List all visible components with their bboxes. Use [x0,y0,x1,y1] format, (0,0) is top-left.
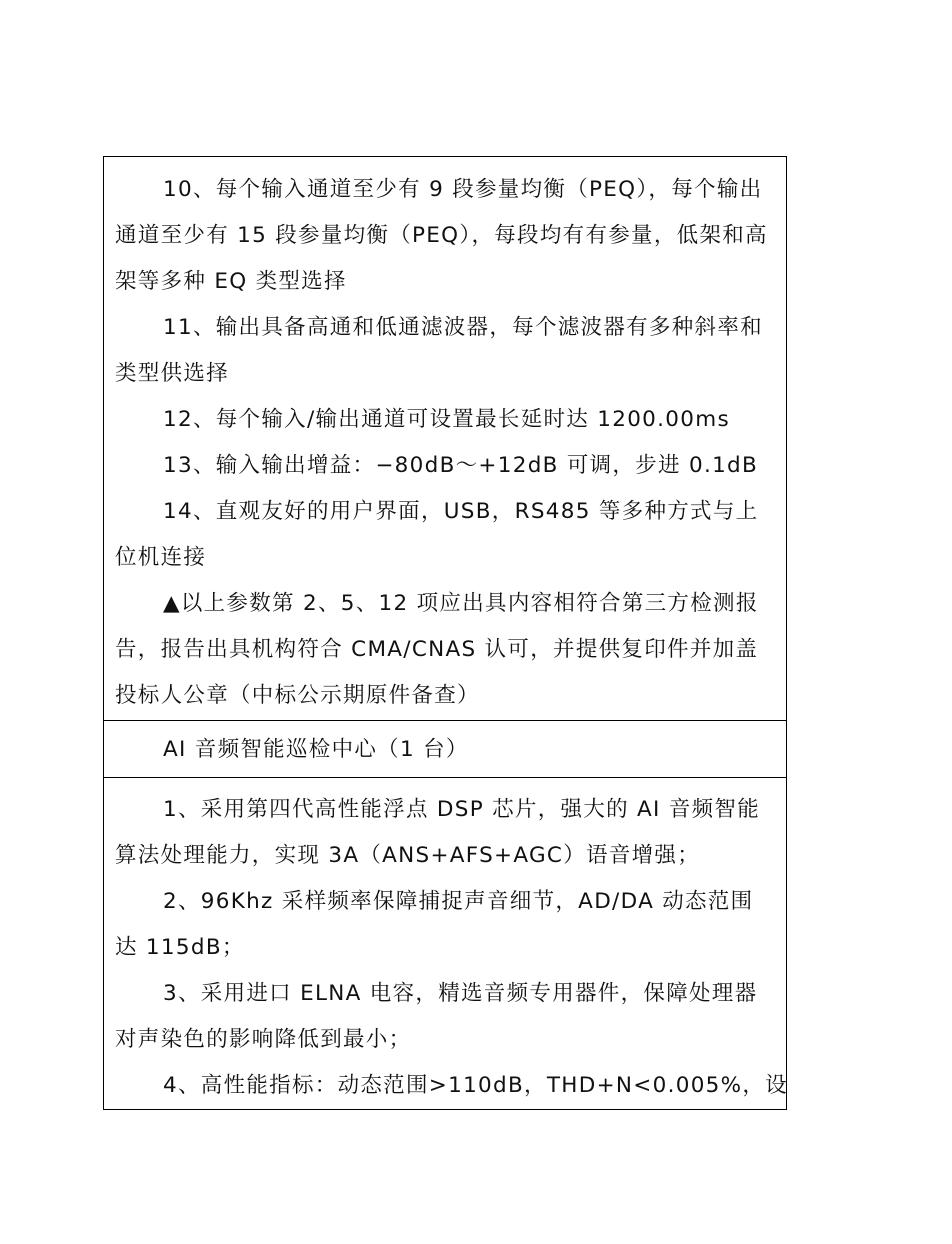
spec-note-test-report: ▲以上参数第 2、5、12 项应出具内容相符合第三方检测报告，报告出具机构符合 CMA/CNAS 认可，并提供复印件并加盖投标人公章（中标公示期原件备查） [115,591,759,708]
spec-item-4-performance: 4、高性能指标：动态范围>110dB，THD+N<0.005%，设 [163,1073,788,1098]
spec-item-2-sampling: 2、96Khz 采样频率保障捕捉声音细节，AD/DA 动态范围达 115dB； [115,889,754,960]
spec-cell-ai-inspection [104,778,787,1110]
spec-item-10-peq: 10、每个输入通道至少有 9 段参量均衡（PEQ），每个输出通道至少有 15 段参量均衡（PEQ），每段均有有参量，低架和高架等多种 EQ 类型选择 [115,177,768,294]
table-row [104,778,787,1110]
spec-item-3-capacitor: 3、采用进口 ELNA 电容，精选音频专用器件，保障处理器对声染色的影响降低到最小； [115,981,758,1052]
spec-item-11-filters: 11、输出具备高通和低通滤波器，每个滤波器有多种斜率和类型供选择 [115,315,763,386]
spec-item-13-gain: 13、输入输出增益：−80dB～+12dB 可调，步进 0.1dB [163,453,759,478]
table-row [104,721,787,778]
spec-table [103,156,787,1110]
table-row [104,157,787,721]
spec-item-12-delay: 12、每个输入/输出通道可设置最长延时达 1200.00ms [163,407,730,432]
section-heading-cell [104,721,787,778]
section-heading: AI 音频智能巡检中心（1 台） [163,737,469,762]
spec-item-1-dsp-chip: 1、采用第四代高性能浮点 DSP 芯片，强大的 AI 音频智能算法处理能力，实现 3A（ANS+AFS+AGC）语音增强； [115,797,761,868]
spec-item-14-interface: 14、直观友好的用户界面，USB，RS485 等多种方式与上位机连接 [115,499,759,570]
spec-cell-dsp-params [104,157,787,721]
